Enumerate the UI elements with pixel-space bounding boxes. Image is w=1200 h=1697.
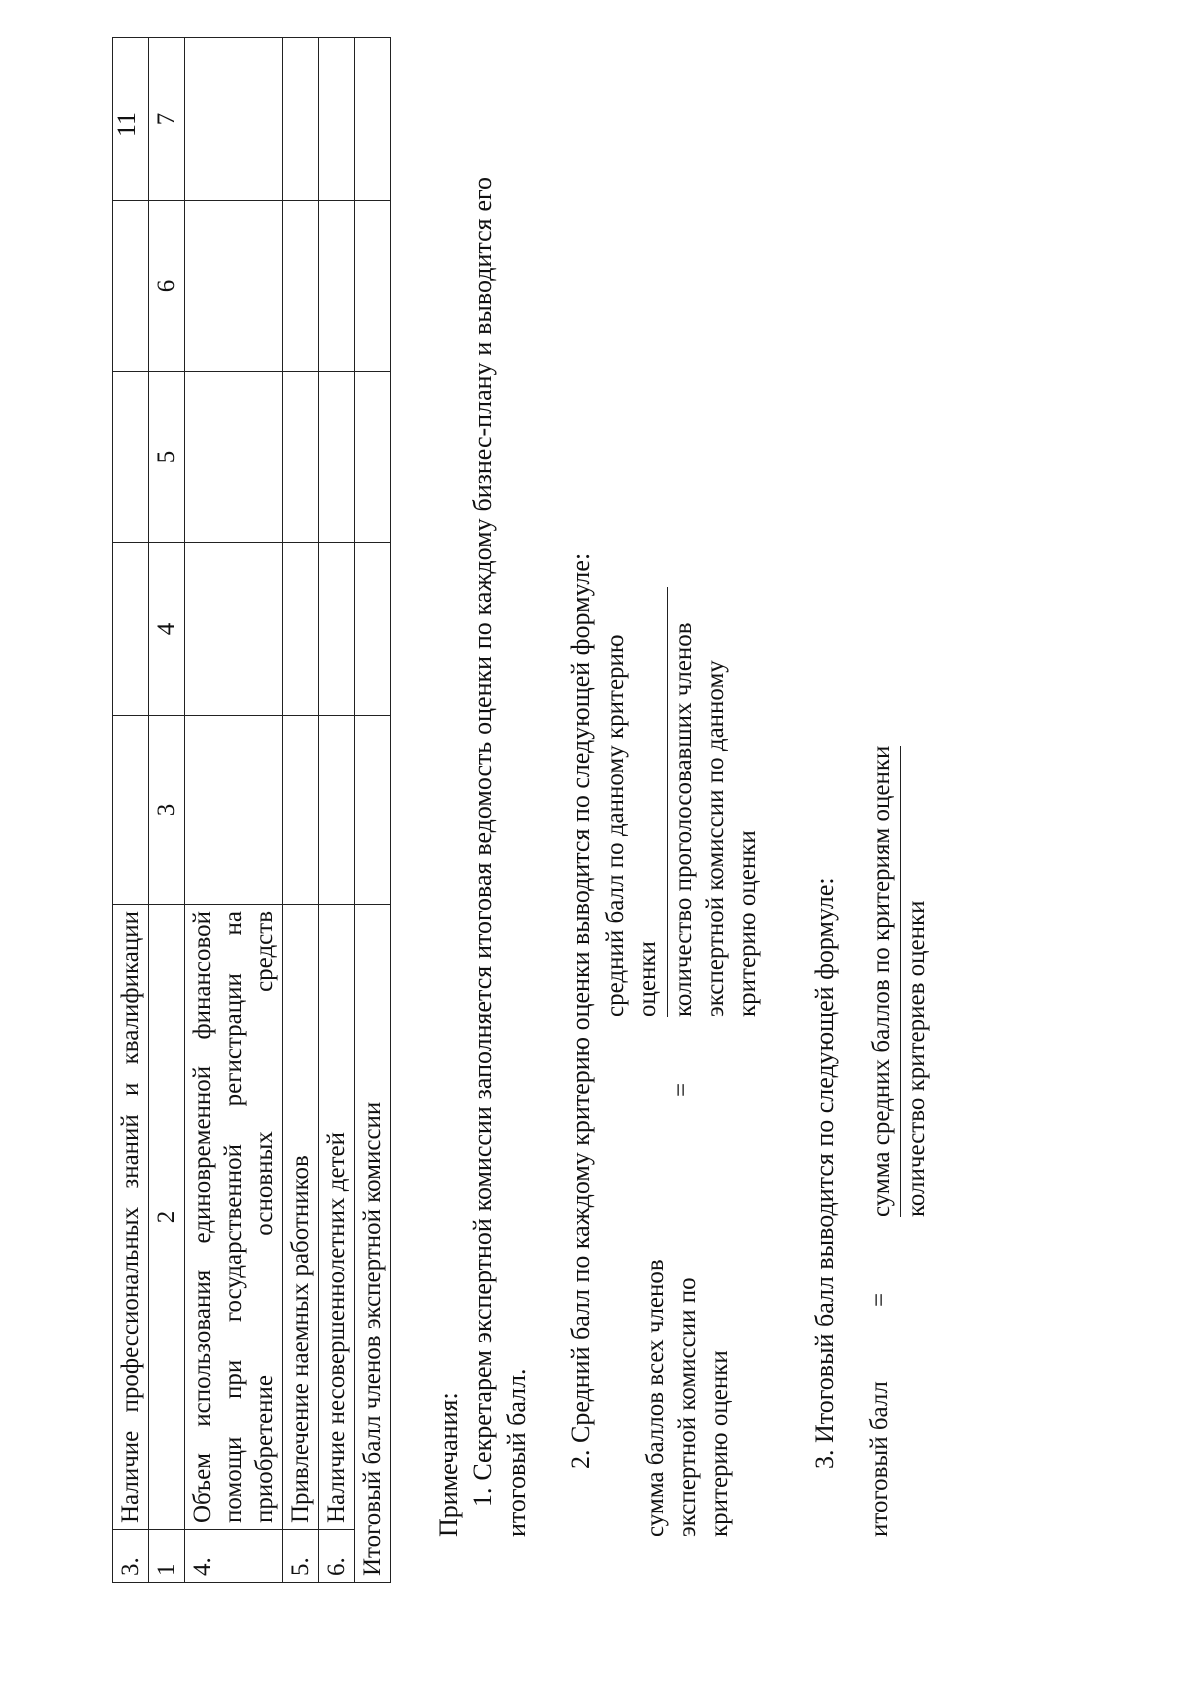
column-number: 1 xyxy=(149,1530,185,1583)
table-row xyxy=(113,38,149,1583)
score-cell xyxy=(283,372,319,543)
notes-heading: Примечания: xyxy=(434,1392,463,1537)
score-cell xyxy=(283,38,319,201)
page-number: 11 xyxy=(112,111,141,137)
note-3: 3. Итоговый балл выводится по следующей формуле: xyxy=(810,877,839,1469)
row-number: 3. xyxy=(113,1530,149,1583)
row-number: 4. xyxy=(185,1530,283,1583)
note-2: 2. Средний балл по каждому критерию оценки выводится по следующей формуле: xyxy=(566,552,595,1469)
score-cell xyxy=(113,372,149,543)
score-cell xyxy=(185,716,283,905)
avg-formula-left: сумма баллов всех членов экспертной комиссии по критерию оценки xyxy=(642,1259,733,1537)
column-number: 2 xyxy=(149,905,185,1530)
score-cell xyxy=(319,38,355,201)
avg-formula-fraction xyxy=(600,587,764,1017)
row-number: 5. xyxy=(283,1530,319,1583)
column-number: 7 xyxy=(149,38,185,201)
column-number: 5 xyxy=(149,372,185,543)
score-cell xyxy=(113,543,149,716)
column-number: 3 xyxy=(149,716,185,905)
total-row xyxy=(355,38,391,1583)
score-cell xyxy=(319,201,355,372)
score-cell xyxy=(113,38,149,201)
notes-section-3 xyxy=(808,177,842,1537)
score-cell xyxy=(185,38,283,201)
criterion-name: Объем использования единовременной финансовой помощи при государственной регистрации на приобретение основных средств xyxy=(185,905,283,1530)
score-cell xyxy=(185,372,283,543)
table-row xyxy=(319,38,355,1583)
total-formula-equals: = xyxy=(866,1292,893,1307)
score-cell xyxy=(355,201,391,372)
score-cell xyxy=(283,543,319,716)
score-cell xyxy=(185,543,283,716)
score-cell xyxy=(355,543,391,716)
score-cell xyxy=(113,716,149,905)
score-cell xyxy=(355,38,391,201)
avg-formula-equals: = xyxy=(668,1082,695,1097)
criterion-name: Наличие профессиональных знаний и квалификации xyxy=(113,905,149,1530)
score-cell xyxy=(185,201,283,372)
total-formula-fraction xyxy=(866,746,933,1217)
notes-section xyxy=(432,177,598,1537)
column-number: 6 xyxy=(149,201,185,372)
column-numbers-row xyxy=(149,38,185,1583)
score-cell xyxy=(355,372,391,543)
score-cell xyxy=(283,201,319,372)
note-1: 1. Секретарем экспертной комиссии заполняется итоговая ведомость оценки по каждому бизнес-плану и выводится его итоговый балл. xyxy=(468,177,531,1537)
score-cell xyxy=(113,201,149,372)
avg-formula-numerator: средний балл по данному критерию оценки xyxy=(600,587,668,1017)
table-row xyxy=(283,38,319,1583)
score-cell xyxy=(319,543,355,716)
score-cell xyxy=(355,716,391,905)
total-formula-numerator: сумма средних баллов по критериям оценки xyxy=(866,746,901,1217)
score-cell xyxy=(283,716,319,905)
evaluation-table xyxy=(112,37,391,1583)
table-row xyxy=(185,38,283,1583)
criterion-name: Привлечение наемных работников xyxy=(283,905,319,1530)
score-cell xyxy=(319,372,355,543)
total-formula-denominator: количество критериев оценки xyxy=(903,900,930,1217)
row-number: 6. xyxy=(319,1530,355,1583)
total-formula-left: итоговый балл xyxy=(866,1381,893,1537)
criterion-name: Наличие несовершеннолетних детей xyxy=(319,905,355,1530)
column-number: 4 xyxy=(149,543,185,716)
avg-formula-denominator: количество проголосовавших членов экспертной комиссии по данному критерию оценки xyxy=(670,622,761,1017)
score-cell xyxy=(319,716,355,905)
total-label: Итоговый балл членов экспертной комиссии xyxy=(355,905,391,1583)
